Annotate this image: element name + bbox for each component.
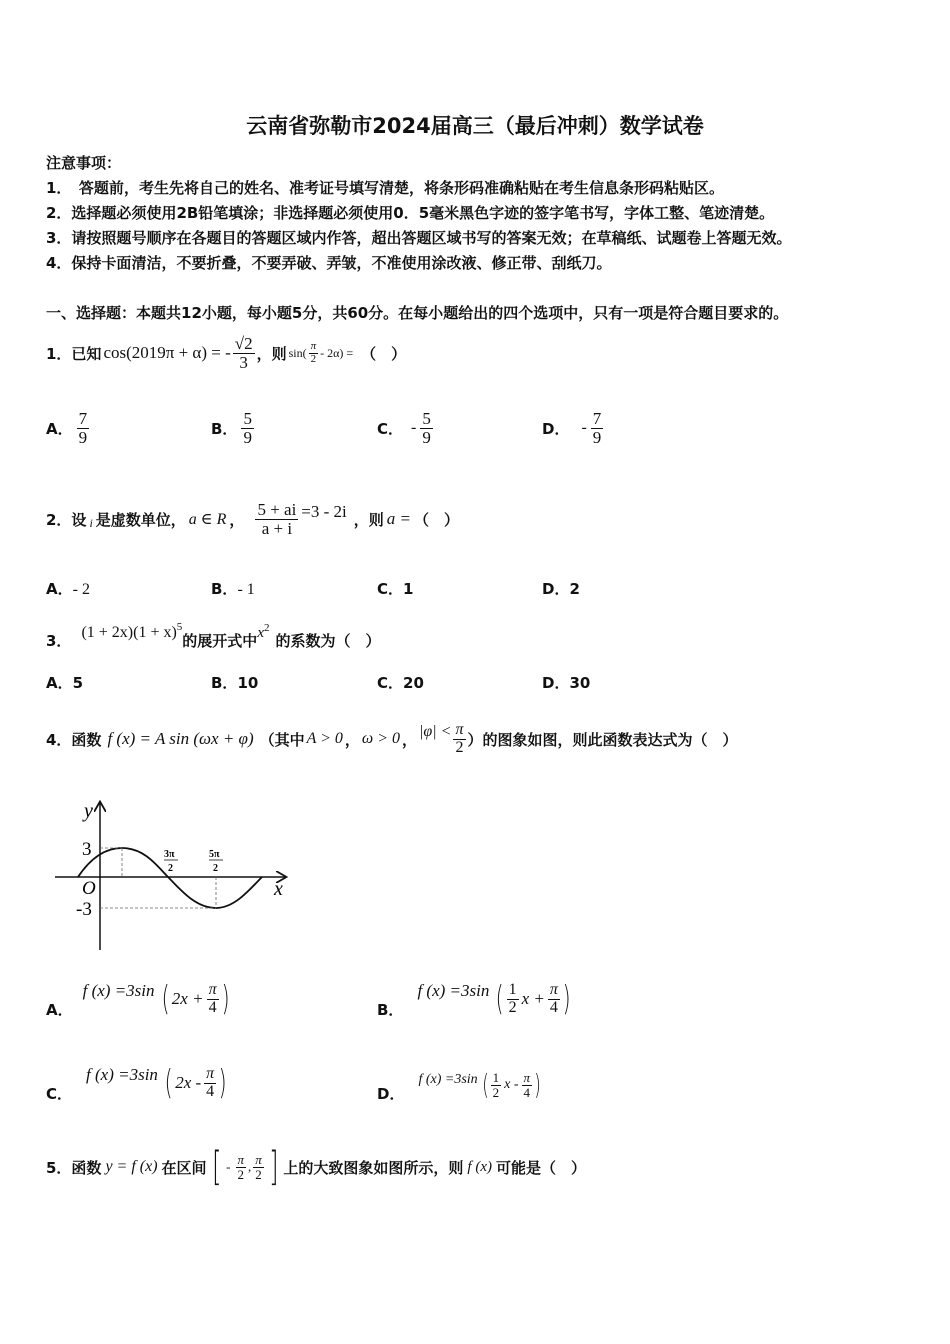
question-text: ， [229, 510, 245, 529]
option-label: A． [46, 1000, 73, 1019]
option-value: - 2 [72, 581, 90, 598]
question-text: ，则 [256, 344, 287, 363]
denominator: 4 [208, 998, 217, 1016]
y-min-label: -3 [76, 899, 92, 920]
question-number: 5．函数 [46, 1158, 102, 1177]
numerator: π [549, 980, 558, 998]
question-text: ， [344, 730, 360, 749]
option-a[interactable] [46, 578, 90, 599]
option-sign: - [411, 419, 417, 437]
denominator: 9 [78, 427, 88, 447]
question-text: 上的大致图象如图所示，则 [283, 1158, 464, 1177]
question-text: 是虚数单位， [95, 510, 186, 529]
section-heading: 一、选择题：本题共12小题，每小题5分，共60分。在每小题给出的四个选项中，只有一项是符合题目要求的。 [46, 304, 789, 322]
fraction [453, 722, 465, 757]
numerator: 5 + ai [257, 499, 297, 519]
question-text: 的展开式中 [182, 632, 258, 650]
option-d[interactable]: D． f (x) =3sin ( $\frac{1}{2}$ x - $\frac{\pi}{4}$ ) [377, 1068, 541, 1103]
x-label: x [274, 878, 283, 900]
math-expression: x + [521, 989, 545, 1008]
question-4 [46, 712, 738, 766]
option-label: D． [377, 1084, 405, 1103]
option-label: B． [377, 1000, 404, 1019]
option-value: 20 [403, 674, 424, 692]
question-1 [46, 330, 406, 376]
denominator: a + i [261, 518, 293, 538]
math-expression: f (x) [467, 1158, 492, 1175]
numerator: π [237, 1151, 245, 1167]
option-a[interactable] [46, 672, 83, 693]
math-expression: 2x - [175, 1073, 202, 1092]
option-label: D． [542, 580, 570, 598]
option-label: C． [377, 419, 404, 438]
fraction [309, 341, 319, 365]
sqrt-numerator: √2 [234, 333, 253, 353]
fraction [207, 982, 219, 1017]
math-expression: cos(2019π + α) = - [103, 343, 231, 362]
option-value: 10 [237, 674, 259, 692]
denominator: 4 [549, 998, 558, 1016]
notes-item: 2．选择题必须使用2B铅笔填涂；非选择题必须使用0．5毫米黑色字迹的签字笔书写，字体工整、笔迹清楚。 [46, 204, 775, 222]
question-number: 3． [46, 632, 72, 650]
math-expression: f (x) =3sin [417, 981, 490, 1000]
option-label: A． [46, 580, 73, 598]
option-label: C． [377, 674, 404, 692]
option-label: D． [542, 674, 570, 692]
notes-heading: 注意事项： [46, 154, 122, 172]
question-text: ）的图象如图，则此函数表达式为（ ） [467, 730, 738, 749]
math-expression: |φ| < [419, 723, 452, 740]
question-text: （其中 [259, 730, 305, 749]
numerator: π [255, 1151, 262, 1167]
option-a[interactable]: A． f (x) =3sin ( 2x + $\frac{\pi}{4}$ ) [46, 979, 230, 1019]
math-expression: a ∈ R [188, 511, 227, 528]
y-max-label: 3 [82, 839, 92, 860]
option-d[interactable] [542, 410, 603, 447]
math-expression: y = f (x) [105, 1158, 158, 1175]
y-label: y [84, 800, 93, 822]
numerator: 5 [422, 409, 431, 428]
denominator: 9 [243, 427, 252, 447]
notes-item: 4．保持卡面清洁，不要折叠，不要弄破、弄皱，不准使用涂改液、修正带、刮纸刀。 [46, 254, 612, 272]
option-value: 1 [403, 580, 414, 598]
option-b[interactable]: B． f (x) =3sin ( $\frac{1}{2}$ x + $\frac{\pi}{4}$ ) [377, 979, 571, 1019]
question-text: ，则 [353, 510, 384, 529]
numerator: π [206, 1064, 215, 1082]
denominator: 9 [592, 427, 602, 447]
math-expression: sin( [288, 345, 307, 360]
fraction [522, 1071, 533, 1099]
option-label: D． [542, 419, 570, 438]
question-number: 1．已知 [46, 344, 102, 363]
denominator: 3 [239, 352, 248, 372]
numerator: π [310, 339, 317, 352]
fraction [233, 335, 255, 372]
tick-label: 3π [164, 849, 175, 860]
option-b[interactable] [211, 410, 254, 447]
math-expression: 2x + [171, 989, 204, 1008]
fraction [204, 1066, 216, 1101]
math-expression: - 2α) = [320, 345, 354, 360]
question-text: ， [402, 730, 418, 749]
option-b[interactable] [211, 578, 255, 599]
question-3 [46, 614, 381, 651]
math-expression: A > 0 [306, 730, 343, 747]
option-value: 5 [72, 674, 84, 692]
answer-blank: （ ） [361, 344, 407, 363]
option-b[interactable] [211, 672, 258, 693]
question-number: 2．设 [46, 510, 87, 529]
option-d[interactable] [542, 578, 580, 599]
option-label: B． [211, 674, 238, 692]
fraction: $\frac{1}{2}$ [508, 980, 517, 1016]
tick-label: 2 [213, 863, 218, 874]
denominator: 2 [237, 1166, 245, 1182]
question-text: 在区间 [161, 1158, 207, 1177]
numerator: 5 [243, 409, 252, 428]
math-exponent: 2 [263, 621, 270, 634]
fraction: $\frac{1}{2}$ [492, 1069, 500, 1100]
question-number: 4．函数 [46, 730, 102, 749]
denominator: 9 [422, 427, 431, 447]
fraction [236, 1153, 247, 1181]
math-expression: ω > 0 [361, 730, 401, 747]
denominator: 4 [206, 1082, 215, 1100]
denominator: 2 [310, 352, 317, 365]
option-label: C． [377, 580, 404, 598]
sine-graph [50, 795, 300, 955]
numerator: π [523, 1069, 531, 1085]
tick-label: 5π [209, 849, 220, 860]
fraction [548, 982, 560, 1017]
math-sign: - [226, 1159, 231, 1174]
option-d[interactable] [542, 672, 590, 693]
option-label: C． [46, 1084, 73, 1103]
question-5: 5．函数 y = f (x) 在区间 [ - $\frac{\pi}{2}$ , $\frac{\pi}{2}$ ] 上的大致图象如图所示，则 f (x) 可能是（ ） [46, 1144, 587, 1190]
fraction [77, 410, 90, 447]
fraction [591, 410, 604, 447]
question-text: 可能是（ ） [496, 1158, 587, 1177]
math-expression: f (x) =3sin [418, 1072, 478, 1087]
fraction [253, 1153, 264, 1181]
answer-blank: （ ） [414, 510, 460, 529]
option-label: A． [46, 674, 73, 692]
numerator: π [455, 720, 464, 738]
option-value: 30 [569, 674, 591, 692]
origin-label: O [82, 878, 96, 899]
option-sign: - [581, 419, 587, 437]
math-expression: x - [504, 1077, 519, 1092]
option-label: B． [211, 580, 238, 598]
math-expression: f (x) =3sin [82, 981, 155, 1000]
question-text: 的系数为（ ） [275, 632, 381, 650]
tick-label: 2 [168, 863, 173, 874]
question-2 [46, 494, 459, 544]
option-label: A． [46, 419, 73, 438]
math-var: x [257, 625, 264, 641]
option-value: 2 [569, 580, 580, 598]
option-value: - 1 [237, 581, 255, 598]
option-a[interactable] [46, 410, 89, 447]
math-expression: f (x) = A sin (ωx + φ) [107, 729, 254, 748]
option-c[interactable] [377, 578, 413, 599]
denominator: 4 [523, 1084, 530, 1100]
math-sep: , [248, 1159, 252, 1174]
math-var: i [89, 515, 93, 530]
denominator: 2 [455, 738, 464, 756]
numerator: 7 [592, 409, 602, 428]
math-expression: f (x) =3sin [86, 1065, 158, 1084]
numerator: 7 [78, 409, 88, 428]
page-title: 云南省弥勒市2024届高三（最后冲刺）数学试卷 [246, 114, 704, 138]
option-c[interactable]: C． f (x) =3sin ( 2x - $\frac{\pi}{4}$ ) [46, 1063, 227, 1103]
math-expression: =3 - 2i [301, 502, 347, 521]
math-expression: a = [386, 509, 412, 528]
option-label: B． [211, 419, 238, 438]
denominator: 2 [255, 1166, 262, 1182]
sqrt-value: 2 [244, 333, 253, 353]
fraction [420, 410, 433, 447]
numerator: π [208, 980, 217, 998]
notes-item: 1． 答题前，考生先将自己的姓名、准考证号填写清楚，将条形码准确粘贴在考生信息条形码粘贴区。 [46, 179, 724, 197]
math-exponent: 5 [176, 620, 183, 633]
math-expression: (1 + 2x)(1 + x) [81, 623, 177, 641]
fraction [255, 501, 298, 538]
option-c[interactable] [377, 410, 433, 447]
fraction [241, 410, 254, 447]
option-c[interactable] [377, 672, 424, 693]
notes-item: 3．请按照题号顺序在各题目的答题区域内作答，超出答题区域书写的答案无效；在草稿纸、试题卷上答题无效。 [46, 229, 792, 247]
